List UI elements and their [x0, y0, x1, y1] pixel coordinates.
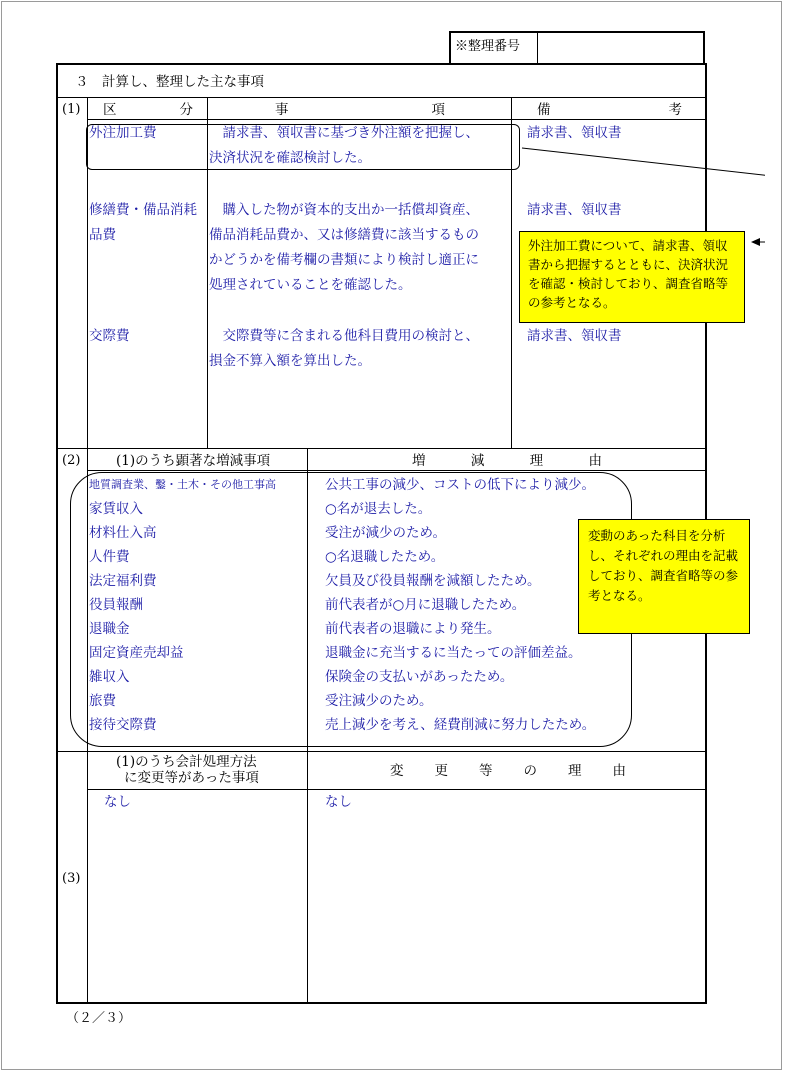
part3-left-value: なし: [104, 794, 131, 810]
list-item: 欠員及び役員報酬を減額したため。: [325, 573, 541, 589]
row1-jiko: 請求書、領収書に基づき外注額を把握し、 決済状況を確認検討した。: [209, 125, 479, 166]
rule-part3-header: [88, 789, 706, 790]
header-kubun: 区 分: [103, 102, 193, 118]
list-item: 家賃収入: [89, 501, 143, 517]
list-item: 前代表者の退職により発生。: [325, 621, 501, 637]
header-biko: 備 考: [537, 102, 682, 118]
list-item: 退職金に充当するに当たっての評価差益。: [325, 645, 582, 661]
list-item: 雑収入: [89, 669, 130, 685]
part2-header-right: 増 減 理 由: [412, 453, 602, 469]
part3-right-value: なし: [325, 794, 352, 810]
list-item: 人件費: [89, 549, 130, 565]
list-item: 公共工事の減少、コストの低下により減少。: [325, 477, 595, 493]
part2-number: (2): [62, 453, 81, 468]
part2-header-left: (1)のうち顕著な増減事項: [116, 453, 271, 469]
rule-part1-header: [88, 119, 706, 120]
row2-jiko: 購入した物が資本的支出か一括償却資産、 備品消耗品費か、又は修繕費に該当するもの かどうかを備考欄の書類により検討し適正に 処理されていることを確認した。: [209, 202, 479, 293]
page-number: （２／３）: [66, 1011, 132, 1026]
highlight-outline-row1: [86, 124, 520, 170]
row1-biko: 請求書、領収書: [527, 125, 622, 141]
part3-header-left: (1)のうち会計処理方法 に変更等があった事項: [116, 754, 259, 786]
list-item: 固定資産売却益: [89, 645, 184, 661]
list-item: 法定福利費: [89, 573, 157, 589]
part3-number: (3): [62, 871, 81, 886]
row2-kubun: 修繕費・備品消耗 品費: [89, 202, 197, 243]
list-item: 受注が減少のため。: [325, 525, 446, 541]
row3-kubun: 交際費: [89, 328, 130, 344]
highlight-outline-part2: [70, 472, 632, 747]
list-item: ○名が退去した。: [325, 501, 432, 517]
list-item: 接待交際費: [89, 717, 157, 733]
list-item: ○名退職したため。: [325, 549, 445, 565]
rule-title-bottom: [57, 97, 706, 98]
list-item: 役員報酬: [89, 597, 143, 613]
rule-part1-end: [57, 448, 706, 449]
list-item: 保険金の支払いがあったため。: [325, 669, 514, 685]
row3-jiko: 交際費等に含まれる他科目費用の検討と、 損金不算入額を算出した。: [209, 328, 479, 369]
rule-part2-end: [57, 751, 706, 752]
list-item: 前代表者が○月に退職したため。: [325, 597, 526, 613]
list-item: 受注減少のため。: [325, 693, 433, 709]
list-item: 材料仕入高: [89, 525, 157, 541]
row1-kubun: 外注加工費: [89, 125, 157, 141]
section3-title: ３ 計算し、整理した主な事項: [75, 74, 264, 90]
list-item: 退職金: [89, 621, 130, 637]
list-item: 旅費: [89, 693, 116, 709]
note-part1: 外注加工費について、請求書、領収書から把握するとともに、決済状況を確認・検討しており、調査省略等の参考となる。: [519, 231, 745, 323]
rule-part2-header: [88, 470, 706, 471]
note-part2: 変動のあった科目を分析し、それぞれの理由を記載しており、調査省略等の参考となる。: [578, 519, 750, 634]
header-jiko: 事 項: [275, 102, 445, 118]
list-item: 売上減少を考え、経費削減に努力したため。: [325, 717, 596, 733]
row2-biko: 請求書、領収書: [527, 202, 622, 218]
part3-header-right: 変 更 等 の 理 由: [390, 763, 626, 779]
row3-biko: 請求書、領収書: [527, 328, 622, 344]
part1-number: (1): [62, 102, 81, 117]
seiri-bango-label: ※整理番号: [455, 39, 521, 54]
seiri-bango-divider: [537, 33, 538, 63]
list-item: 地質調査業、鑿・土木・その他工事高: [89, 478, 276, 491]
